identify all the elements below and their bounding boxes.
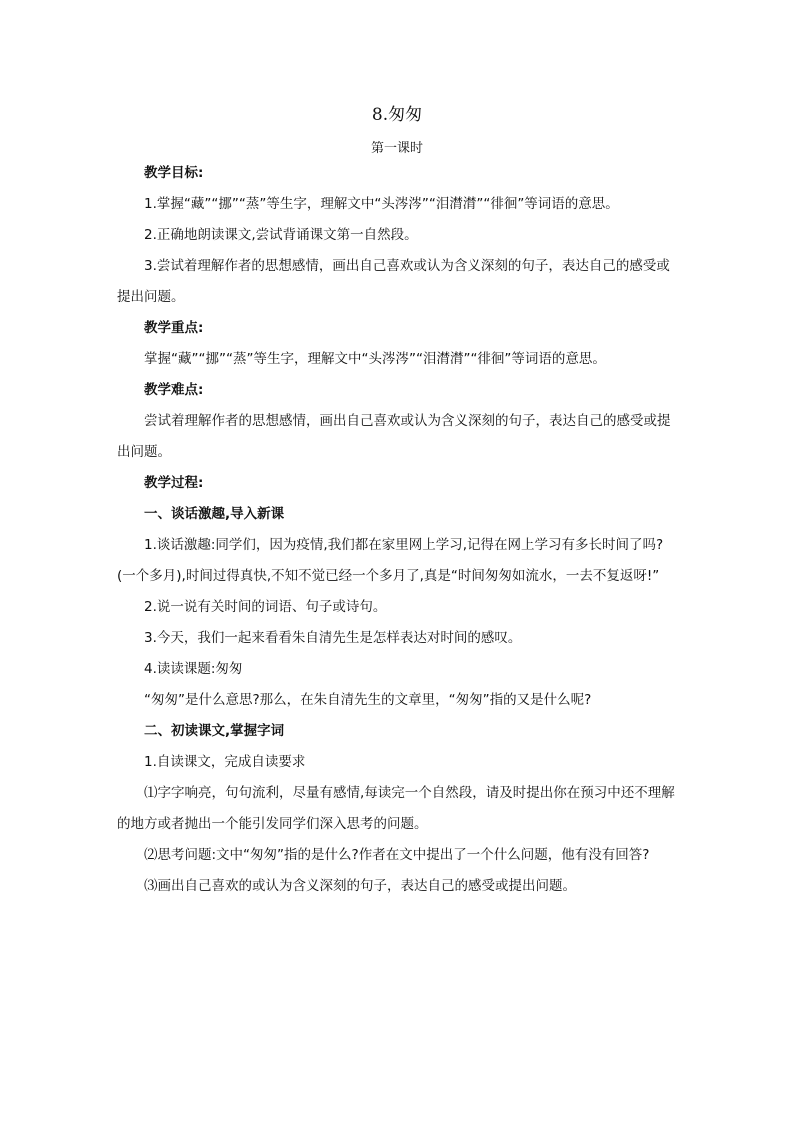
lesson-subtitle: 第一课时 [370,141,423,156]
process-step: 4.读读课题:匆匆 [144,661,243,677]
process-heading: 教学过程: [144,475,204,491]
lesson-content [117,158,679,902]
process-substep: ⑵思考问题:文中“匆匆”指的是什么?作者在文中提出了一个什么问题，他有没有回答? [144,847,650,863]
process-step: “匆匆”是什么意思?那么，在朱自清先生的文章里，“匆匆”指的又是什么呢? [144,692,592,708]
page-title: 8.匆匆 [371,105,423,125]
difficulty-heading: 教学难点: [144,382,204,398]
process-step: 1.谈话激趣:同学们，因为疫情,我们都在家里网上学习,记得在网上学习有多长时间了吗?(一个多月),时间过得真快,不知不觉已经一个多月了,真是“时间匆匆如流水，一去不复返呀!” [117,537,664,584]
key-points-heading: 教学重点: [144,320,204,336]
process-step: 3.今天，我们一起来看看朱自清先生是怎样表达对时间的感叹。 [144,630,522,646]
key-points-text: 掌握“藏”“挪”“蒸”等生字，理解文中“头涔涔”“泪潸潸”“徘徊”等词语的意思。 [144,351,606,367]
process-step: 1.自读课文，完成自读要求 [144,754,306,770]
process-substep: ⑶画出自己喜欢的或认为含义深刻的句子，表达自己的感受或提出问题。 [144,878,576,894]
process-substep: ⑴字字响亮，句句流利，尽量有感情,每读完一个自然段，请及时提出你在预习中还不理解的地方或者抛出一个能引发同学们深入思考的问题。 [117,785,675,832]
process-step: 2.说一说有关时间的词语、句子或诗句。 [144,599,387,615]
objective-item: 3.尝试着理解作者的思想感情，画出自己喜欢或认为含义深刻的句子，表达自己的感受或提出问题。 [117,258,670,305]
part-two-heading: 二、初读课文,掌握字词 [144,723,285,739]
objective-item: 2.正确地朗读课文,尝试背诵课文第一自然段。 [144,227,418,243]
objective-item: 1.掌握“藏”“挪”“蒸”等生字，理解文中“头涔涔”“泪潸潸”“徘徊”等词语的意思。 [144,196,619,212]
objectives-heading: 教学目标: [144,165,204,181]
difficulty-text: 尝试着理解作者的思想感情，画出自己喜欢或认为含义深刻的句子，表达自己的感受或提出问题。 [117,413,671,460]
part-one-heading: 一、谈话激趣,导入新课 [144,506,285,522]
